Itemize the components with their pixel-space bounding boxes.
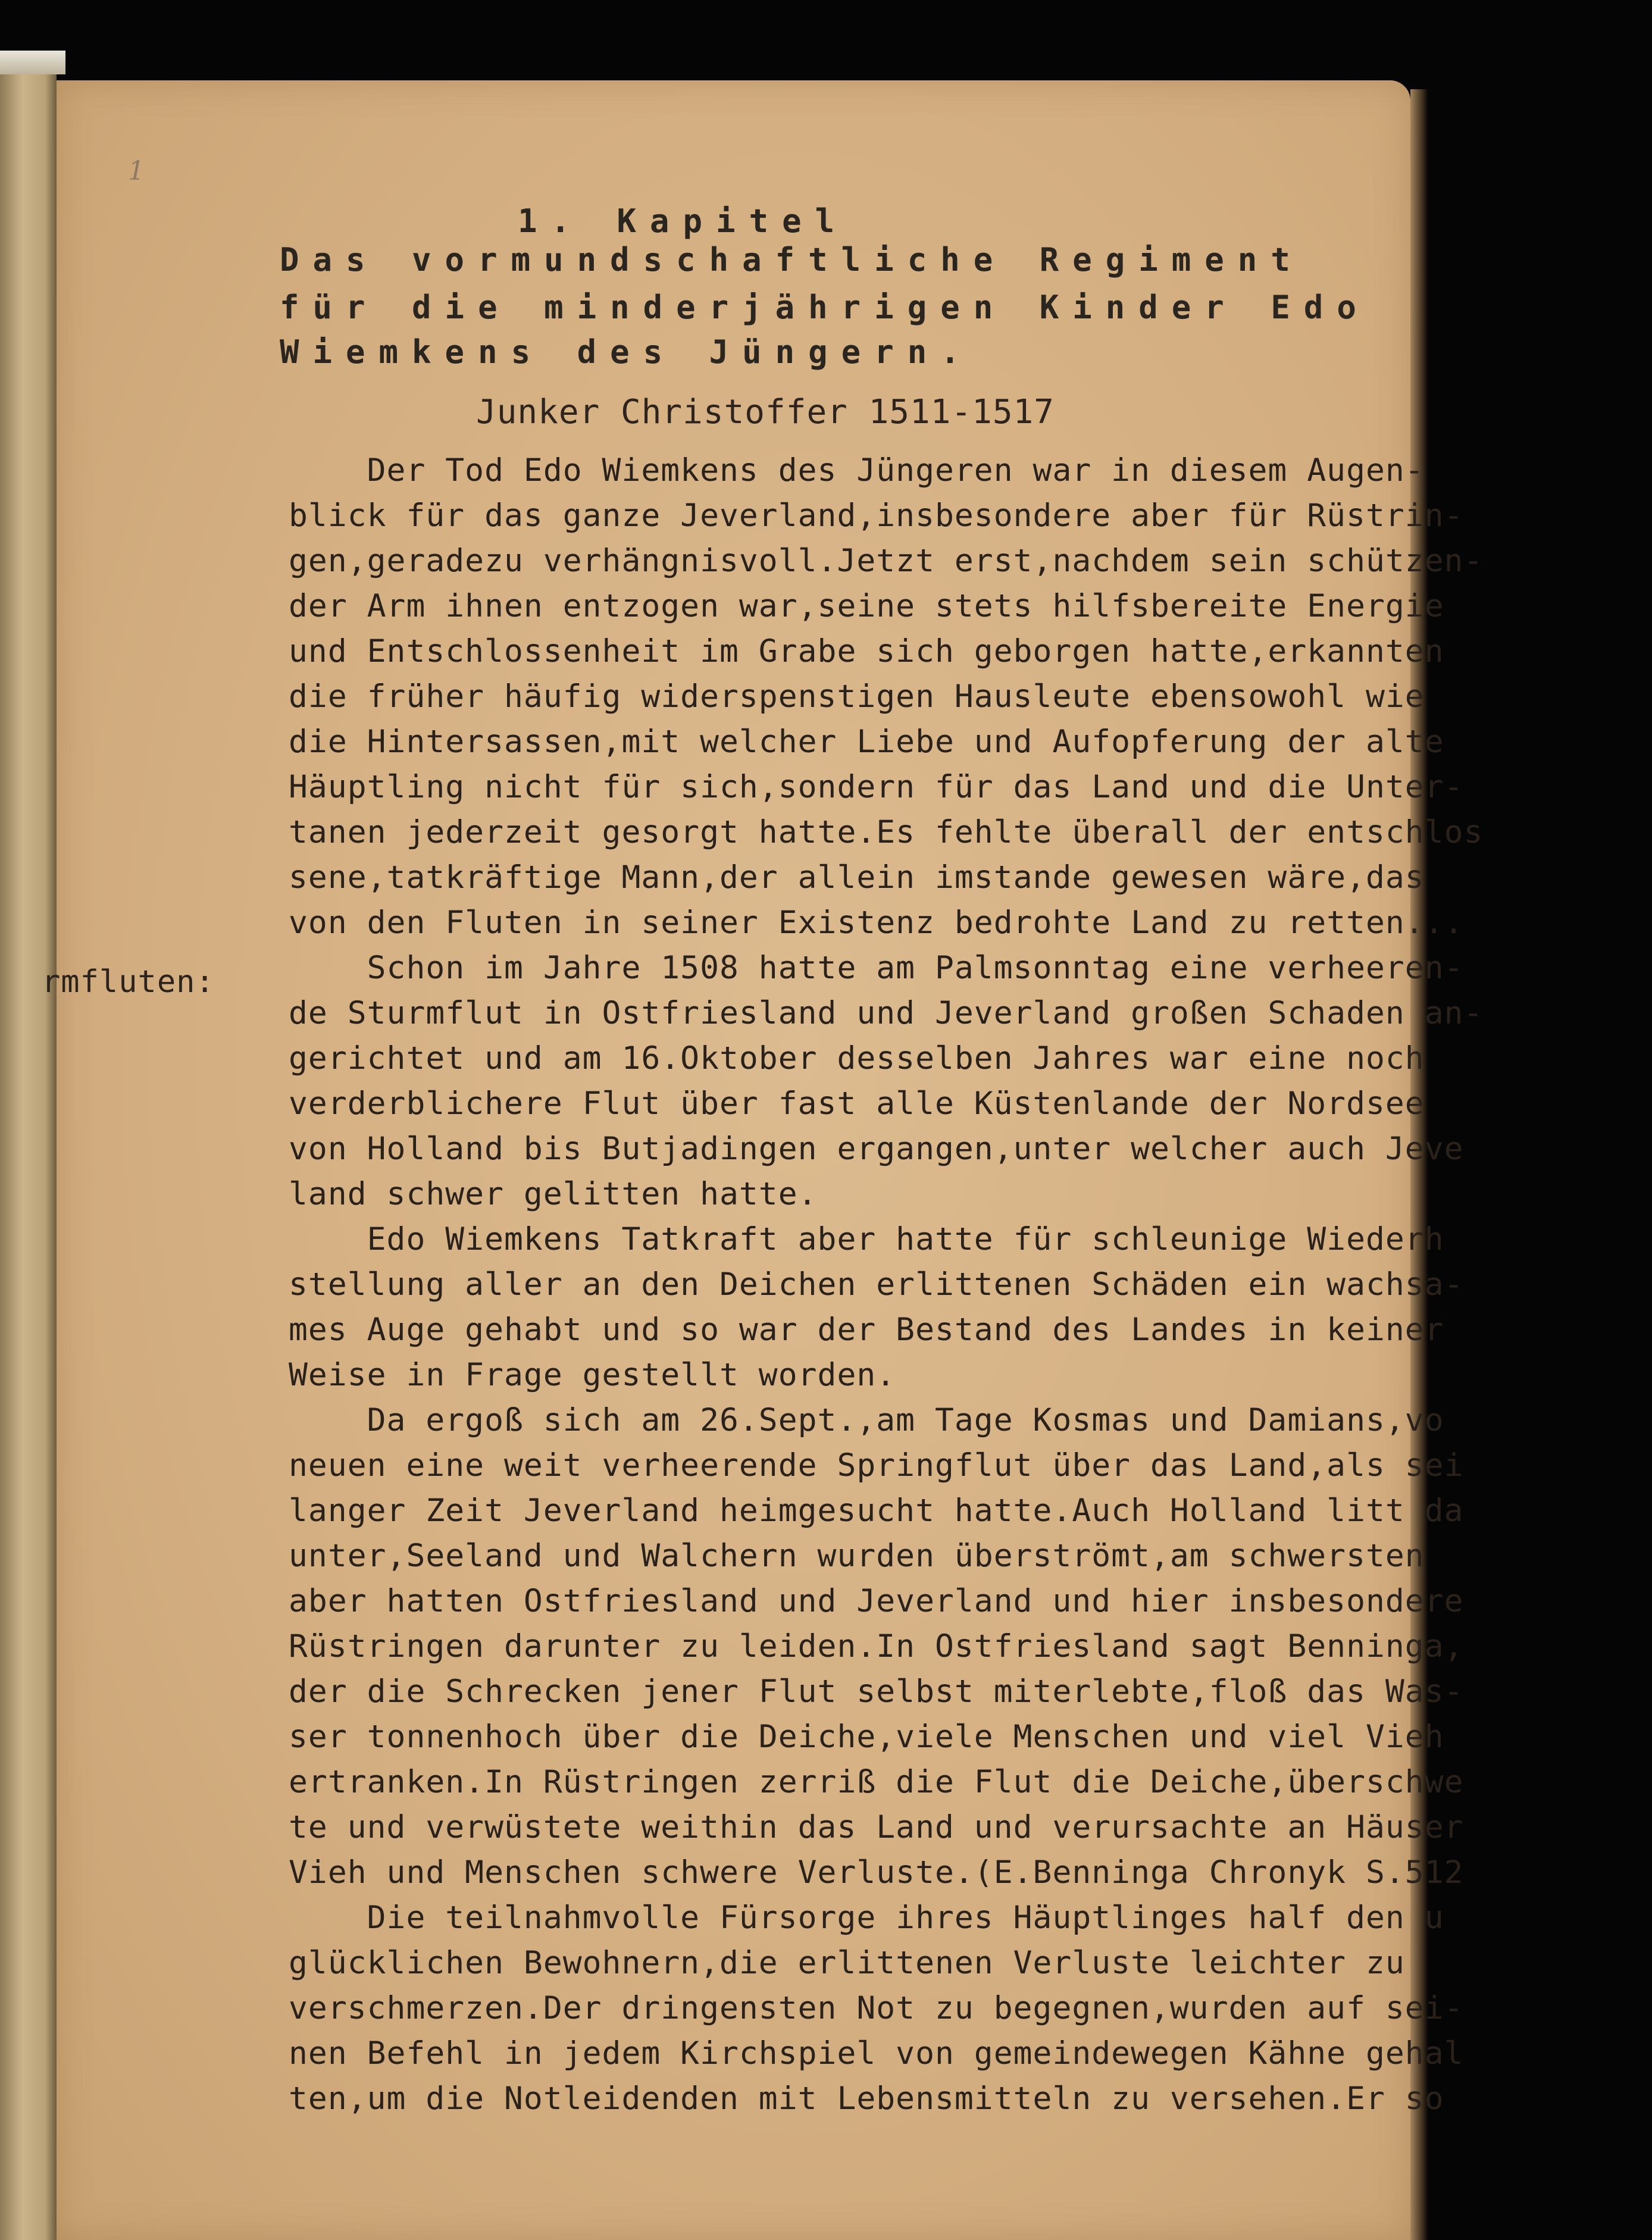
body-line: Häuptling nicht für sich,sondern für das Land und die Unter- bbox=[289, 769, 1464, 805]
body-line: sene,tatkräftige Mann,der allein imstande gewesen wäre,das bbox=[289, 859, 1425, 896]
body-line: verderblichere Flut über fast alle Küstenlande der Nordsee bbox=[289, 1085, 1425, 1122]
body-line: Vieh und Menschen schwere Verluste.(E.Benninga Chronyk S.512 bbox=[289, 1854, 1464, 1891]
body-line: Die teilnahmvolle Fürsorge ihres Häuptlinges half den u bbox=[289, 1900, 1444, 1936]
body-line: mes Auge gehabt und so war der Bestand des Landes in keiner bbox=[289, 1312, 1444, 1348]
body-line: Weise in Frage gestellt worden. bbox=[289, 1357, 896, 1393]
title-line: Wiemkens des Jüngern. bbox=[280, 333, 974, 371]
body-line: stellung aller an den Deichen erlittenen Schäden ein wachsa- bbox=[289, 1266, 1464, 1303]
title-line: für die minderjährigen Kinder Edo bbox=[280, 289, 1370, 326]
body-line: Schon im Jahre 1508 hatte am Palmsonntag eine verheeren- bbox=[289, 950, 1464, 986]
chapter-heading: 1. Kapitel bbox=[518, 202, 849, 240]
body-line: glücklichen Bewohnern,die erlittenen Verluste leichter zu bbox=[289, 1945, 1405, 1981]
body-line: Rüstringen darunter zu leiden.In Ostfriesland sagt Benninga, bbox=[289, 1628, 1464, 1665]
body-line: unter,Seeland und Walchern wurden überströmt,am schwersten bbox=[289, 1538, 1425, 1574]
margin-note: rmfluten: bbox=[42, 964, 215, 1000]
binding-edge bbox=[0, 51, 65, 74]
body-line: Der Tod Edo Wiemkens des Jüngeren war in diesem Augen- bbox=[289, 452, 1425, 489]
body-line: ertranken.In Rüstringen zerriß die Flut die Deiche,überschwe bbox=[289, 1764, 1464, 1800]
body-line: neuen eine weit verheerende Springflut über das Land,als sei bbox=[289, 1447, 1464, 1484]
body-line: land schwer gelitten hatte. bbox=[289, 1176, 818, 1212]
body-line: ten,um die Notleidenden mit Lebensmitteln zu versehen.Er so bbox=[289, 2081, 1444, 2117]
body-line: Edo Wiemkens Tatkraft aber hatte für schleunige Wiederh bbox=[289, 1221, 1444, 1257]
section-subtitle: Junker Christoffer 1511-1517 bbox=[476, 393, 1055, 431]
body-line: tanen jederzeit gesorgt hatte.Es fehlte überall der entschlos bbox=[289, 814, 1484, 850]
title-line: Das vormundschaftliche Regiment bbox=[280, 241, 1304, 279]
body-line: te und verwüstete weithin das Land und verursachte an Häuser bbox=[289, 1809, 1464, 1845]
body-line: der Arm ihnen entzogen war,seine stets hilfsbereite Energie bbox=[289, 588, 1444, 624]
body-line: gen,geradezu verhängnisvoll.Jetzt erst,nachdem sein schützen- bbox=[289, 543, 1484, 579]
body-line: verschmerzen.Der dringensten Not zu begegnen,wurden auf sei- bbox=[289, 1990, 1464, 2026]
body-line: aber hatten Ostfriesland und Jeverland und hier insbesondere bbox=[289, 1583, 1464, 1619]
body-line: gerichtet und am 16.Oktober desselben Jahres war eine noch bbox=[289, 1040, 1425, 1077]
body-line: die Hintersassen,mit welcher Liebe und Aufopferung der alte bbox=[289, 724, 1444, 760]
body-line: von den Fluten in seiner Existenz bedrohte Land zu retten... bbox=[289, 905, 1464, 941]
body-line: der die Schrecken jener Flut selbst miterlebte,floß das Was- bbox=[289, 1673, 1464, 1710]
body-line: de Sturmflut in Ostfriesland und Jeverland großen Schaden an- bbox=[289, 995, 1484, 1031]
body-line: die früher häufig widerspenstigen Hausleute ebensowohl wie bbox=[289, 678, 1425, 715]
body-line: von Holland bis Butjadingen ergangen,unter welcher auch Jeve bbox=[289, 1131, 1464, 1167]
body-line: blick für das ganze Jeverland,insbesondere aber für Rüstrin- bbox=[289, 498, 1464, 534]
body-line: ser tonnenhoch über die Deiche,viele Menschen und viel Vieh bbox=[289, 1719, 1444, 1755]
book-binding bbox=[0, 57, 57, 2240]
body-line: und Entschlossenheit im Grabe sich geborgen hatte,erkannten bbox=[289, 633, 1444, 670]
body-line: nen Befehl in jedem Kirchspiel von gemeindewegen Kähne gehal bbox=[289, 2035, 1464, 2072]
page-number: 1 bbox=[128, 156, 145, 186]
body-line: Da ergoß sich am 26.Sept.,am Tage Kosmas und Damians,vo bbox=[289, 1402, 1444, 1438]
body-line: langer Zeit Jeverland heimgesucht hatte.Auch Holland litt da bbox=[289, 1493, 1464, 1529]
